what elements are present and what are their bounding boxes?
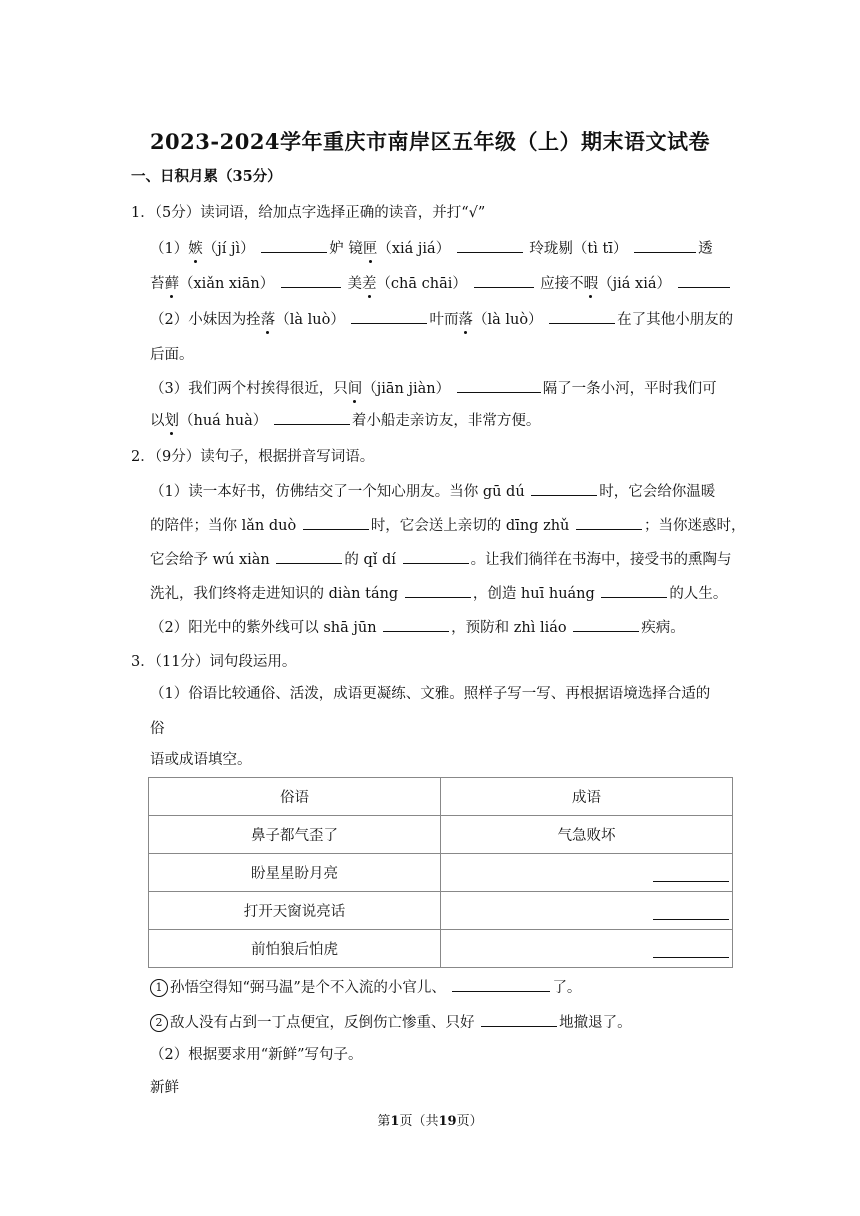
q3-part1-instruction: （1）俗语比较通俗、活泼，成语更凝练、文雅。照样子写一写、再根据语境选择合适的 (150, 686, 711, 702)
dotted-char: 匣 (362, 241, 378, 257)
q1-item2 (150, 309, 733, 330)
answer-blank[interactable] (261, 238, 327, 253)
table-header-row (149, 778, 733, 816)
sentence-text: （1）读一本好书，仿佛结交了一个知心朋友。当你 gū dú (150, 484, 525, 500)
pinyin-options: （jiá xiá） (598, 276, 671, 292)
dotted-char: 嫉 (188, 241, 203, 257)
answer-blank[interactable] (549, 309, 615, 324)
page-number: 1 (390, 1114, 400, 1129)
sentence-text: 时，它会给你温暖 (599, 484, 716, 500)
answer-blank[interactable] (573, 617, 639, 632)
answer-blank[interactable] (481, 1012, 557, 1027)
q2-line2 (150, 515, 746, 536)
word-text: 透 (698, 241, 713, 257)
pinyin-options: （jiān jiàn） (362, 381, 451, 397)
sentence-text: 洗礼，我们终将走进知识的 diàn táng (150, 586, 399, 602)
q2-stem: 2．（9分）读句子，根据拼音写词语。 (131, 449, 375, 465)
sentence-text: 的陪伴；当你 lǎn duò (150, 518, 297, 534)
word-text: 美 (347, 276, 362, 292)
sentence-text: 隔了一条小河，平时我们可 (542, 381, 717, 397)
answer-blank[interactable] (303, 515, 369, 530)
answer-blank[interactable] (276, 549, 342, 564)
answer-blank[interactable] (457, 378, 541, 393)
answer-blank[interactable] (403, 549, 469, 564)
sentence-text: 着小船走亲访友，非常方便。 (351, 413, 541, 429)
pinyin-options: （là luò） (275, 312, 345, 328)
q2-line1 (150, 481, 715, 502)
sentence-text: 它会给予 wú xiàn (150, 552, 270, 568)
table-cell: 盼星星盼月亮 (149, 854, 441, 892)
q1-item1-line2 (150, 273, 732, 294)
sentence-text: 孙悟空得知“弼马温”是个不入流的小官儿、 (170, 980, 446, 996)
section-heading: 一、日积月累（35分） (131, 168, 282, 185)
sentence-text: 敌人没有占到一丁点便宜，反倒伤亡惨重、只好 (170, 1015, 475, 1031)
sentence-text: ，创造 huī huáng (472, 586, 595, 602)
sentence-text: （2）小妹因为拴 (150, 312, 261, 328)
q1-stem: 1．（5分）读词语，给加点字选择正确的读音，并打“√” (131, 205, 486, 221)
q3-part2-word: 新鲜 (150, 1080, 179, 1096)
q3-part2-instruction: （2）根据要求用“新鲜”写句子。 (150, 1047, 363, 1063)
dotted-char: 落 (260, 312, 276, 328)
answer-blank[interactable] (274, 410, 350, 425)
dotted-char: 落 (458, 312, 473, 328)
dotted-char: 藓 (164, 276, 179, 292)
answer-blank[interactable] (383, 617, 449, 632)
answer-blank[interactable] (601, 583, 667, 598)
q3-sentence-2 (150, 1012, 632, 1033)
q3-stem: 3．（11分）词句段运用。 (131, 654, 297, 670)
pinyin-options: （xiá jiá） (377, 241, 451, 257)
table-row (149, 816, 733, 854)
sentence-text: 了。 (552, 980, 582, 996)
word-text: 应接不 (540, 276, 584, 292)
total-pages: 19 (438, 1114, 457, 1129)
q1-item-number: （1） (150, 241, 189, 257)
sentence-text: （3）我们两个村挨得很近，只 (150, 381, 348, 397)
dotted-char: 间 (347, 381, 363, 397)
pinyin-options: （jí jì） (202, 241, 255, 257)
answer-blank[interactable] (653, 957, 729, 958)
sentence-text: 地撤退了。 (559, 1015, 632, 1031)
table-cell: 鼻子都气歪了 (149, 816, 441, 854)
sentence-text: 叶而 (429, 312, 459, 328)
table-header: 俗语 (149, 778, 441, 816)
q2-line5 (150, 617, 685, 638)
footer-text: 页） (456, 1114, 483, 1129)
pinyin-options: （chā chāi） (376, 276, 467, 292)
pinyin-options: （tì tī） (572, 241, 628, 257)
q3-part1-instruction-cont: 俗 (150, 721, 165, 737)
answer-blank[interactable] (405, 583, 471, 598)
q1-item1-line1 (150, 238, 713, 259)
dotted-char: 划 (164, 413, 179, 429)
answer-blank[interactable] (634, 238, 696, 253)
pinyin-options: （xiǎn xiān） (179, 276, 275, 292)
page-footer (0, 1110, 860, 1129)
q1-item2-cont: 后面。 (150, 347, 194, 363)
answer-blank[interactable] (457, 238, 523, 253)
footer-text: 页（共 (399, 1114, 439, 1129)
answer-blank[interactable] (474, 273, 534, 288)
proverb-idiom-table (148, 777, 733, 968)
sentence-text: 在了其他小朋友的 (617, 312, 734, 328)
table-cell: 气急败坏 (441, 816, 733, 854)
sentence-text: 疾病。 (641, 620, 685, 636)
sentence-text: 。让我们徜徉在书海中，接受书的熏陶与 (470, 552, 732, 568)
circled-number: 2 (150, 1014, 168, 1032)
table-row (149, 930, 733, 968)
answer-blank[interactable] (576, 515, 642, 530)
answer-blank[interactable] (452, 977, 550, 992)
pinyin-options: （là luò） (472, 312, 543, 328)
table-answer-cell[interactable] (441, 854, 733, 892)
sentence-text: ，预防和 zhì liáo (451, 620, 567, 636)
answer-blank[interactable] (351, 309, 427, 324)
footer-text: 第 (377, 1114, 391, 1129)
q2-line3 (150, 549, 732, 570)
answer-blank[interactable] (678, 273, 730, 288)
sentence-text: 时，它会送上亲切的 dīng zhǔ (370, 518, 570, 534)
q3-part1-instruction-end: 语或成语填空。 (150, 752, 252, 768)
answer-blank[interactable] (653, 919, 729, 920)
table-row (149, 892, 733, 930)
dotted-char: 差 (361, 276, 377, 292)
sentence-text: ；当你迷惑时， (644, 518, 746, 534)
answer-blank[interactable] (653, 881, 729, 882)
exam-title: 2023-2024学年重庆市南岸区五年级（上）期末语文试卷 (149, 129, 711, 154)
table-answer-cell[interactable] (441, 930, 733, 968)
q1-item3-line1 (150, 378, 717, 399)
q3-sentence-1 (150, 977, 581, 998)
pinyin-options: （huá huà） (179, 413, 268, 429)
answer-blank[interactable] (281, 273, 341, 288)
sentence-text: （2）阳光中的紫外线可以 shā jūn (150, 620, 377, 636)
table-cell: 打开天窗说亮话 (149, 892, 441, 930)
word-text: 玲珑剔 (529, 241, 573, 257)
sentence-text: 的人生。 (669, 586, 728, 602)
table-cell: 前怕狼后怕虎 (149, 930, 441, 968)
answer-blank[interactable] (531, 481, 597, 496)
sentence-text: 以 (150, 413, 165, 429)
table-header: 成语 (441, 778, 733, 816)
word-text: 苔 (150, 276, 165, 292)
word-text: 妒 镜 (329, 241, 363, 257)
circled-number: 1 (150, 979, 168, 997)
table-row (149, 854, 733, 892)
q1-item3-line2 (150, 410, 540, 431)
dotted-char: 暇 (583, 276, 599, 292)
table-answer-cell[interactable] (441, 892, 733, 930)
sentence-text: 的 qǐ dí (344, 552, 396, 568)
q2-line4 (150, 583, 727, 604)
